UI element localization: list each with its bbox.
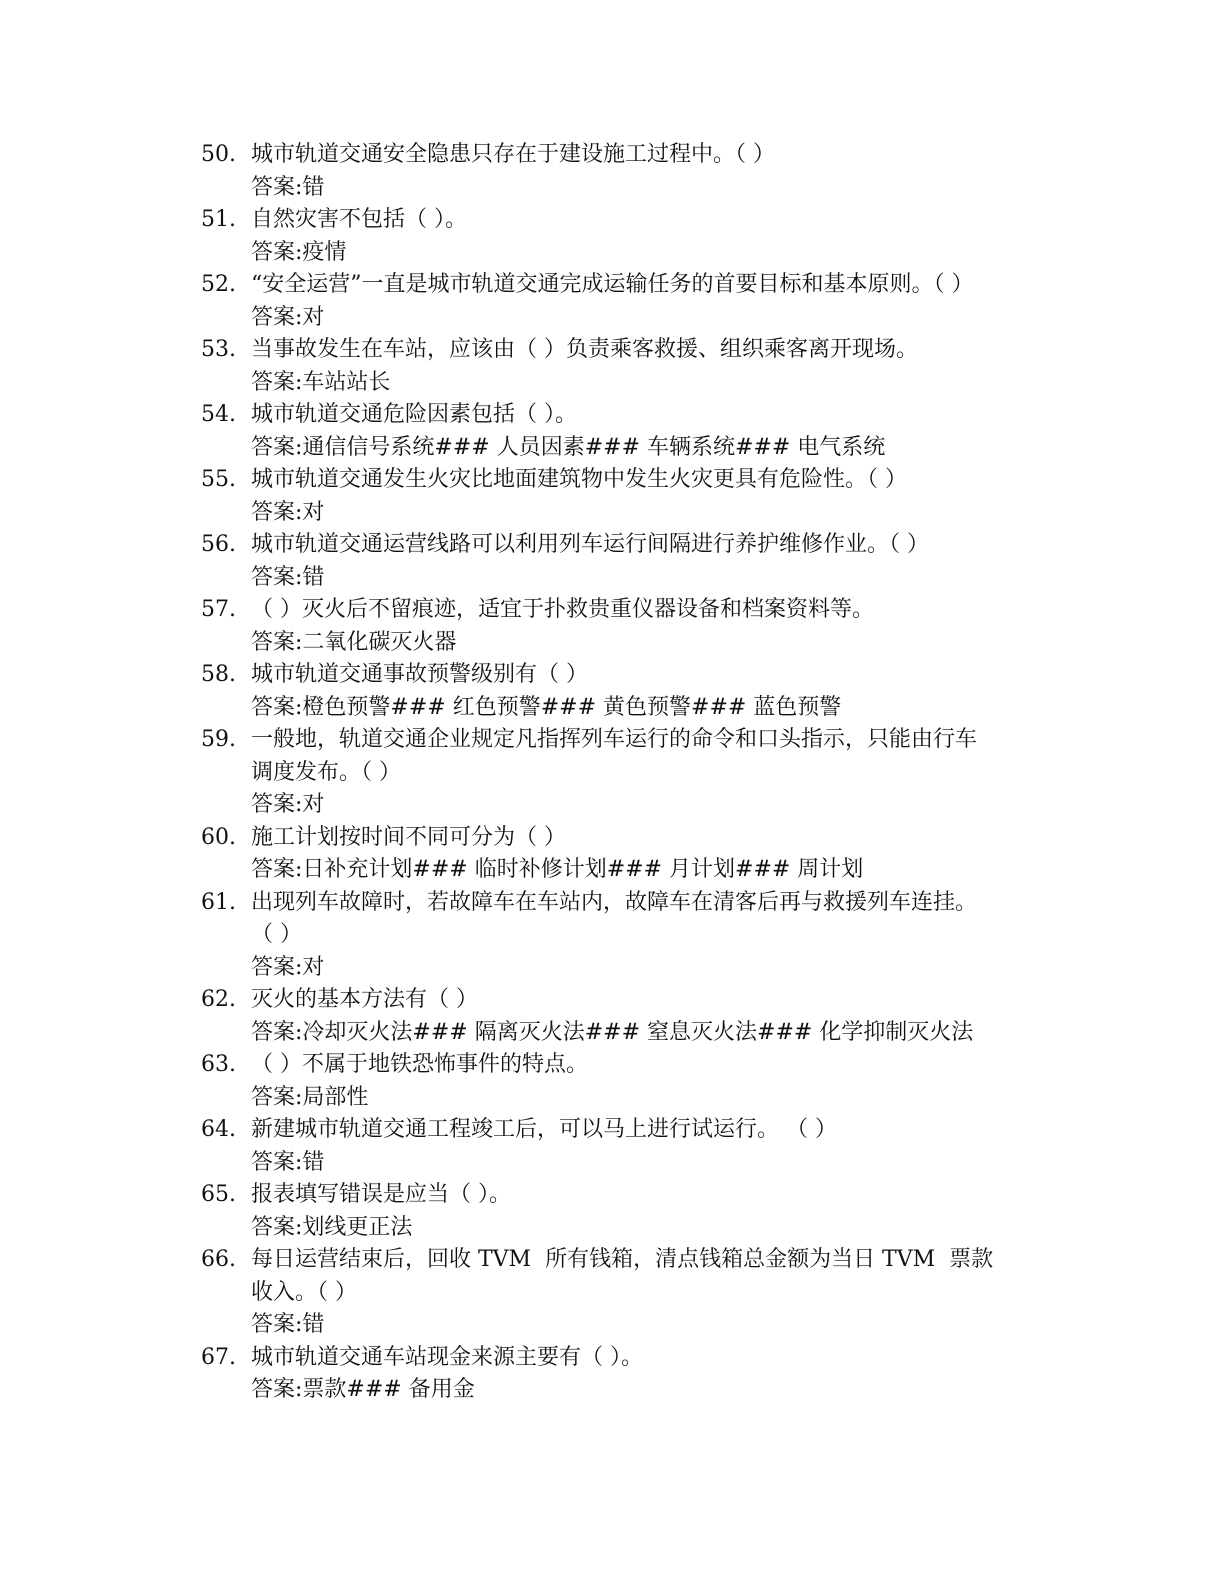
answer-line (251, 497, 1041, 530)
answer-line (251, 367, 1041, 400)
question-body (251, 594, 1041, 659)
question-body (251, 1244, 1041, 1342)
question-number: 51. (201, 207, 236, 232)
question-body (251, 204, 1041, 269)
question-number: 60. (201, 824, 236, 850)
question-item (0, 139, 1224, 204)
question-number: 67. (201, 1344, 236, 1370)
question-number: 58. (201, 662, 236, 687)
question-text-line: “安全运营”一直是城市轨道交通完成运输任务的首要目标和基本原则。（ ） (251, 272, 974, 297)
question-text-line: 城市轨道交通发生火灾比地面建筑物中发生火灾更具有危险性。（ ） (251, 467, 907, 492)
question-text-line: （ ）灭火后不留痕迹，适宜于扑救贵重仪器设备和档案资料等。 (251, 597, 874, 622)
answer-value: 错 (302, 174, 325, 200)
question-item (0, 724, 1224, 822)
question-number: 53. (201, 337, 236, 362)
answer-line (251, 237, 1041, 270)
question-number: 57. (201, 597, 236, 622)
question-item (0, 334, 1224, 399)
question-text-line: 当事故发生在车站，应该由（ ）负责乘客救援、组织乘客离开现场。 (251, 337, 918, 362)
question-number: 56. (201, 532, 236, 557)
answer-line (251, 1147, 1041, 1180)
question-text-line: 新建城市轨道交通工程竣工后，可以马上进行试运行。 （ ） (251, 1117, 837, 1142)
question-number: 50. (201, 142, 236, 167)
question-number: 55. (201, 467, 236, 492)
question-text-line: （ ） (251, 922, 302, 947)
answer-prefix: 答案: (251, 792, 303, 817)
question-text-line: 出现列车故障时，若故障车在车站内，故障车在清客后再与救援列车连挂。 (251, 889, 978, 915)
question-body (251, 399, 1041, 464)
question-number: 65. (201, 1182, 236, 1207)
answer-value: 二氧化碳灭火器 (302, 629, 457, 655)
answer-value: 错 (302, 1312, 325, 1337)
question-body (251, 139, 1041, 204)
answer-line (251, 302, 1041, 335)
question-number: 66. (201, 1247, 236, 1272)
answer-value: 对 (302, 954, 325, 980)
question-item (0, 1049, 1224, 1114)
question-item (0, 1244, 1224, 1342)
question-item (0, 1342, 1224, 1407)
answer-value: 错 (302, 1149, 325, 1175)
answer-line (251, 1212, 1041, 1245)
question-item (0, 204, 1224, 269)
question-number: 52. (201, 272, 236, 297)
answer-prefix: 答案: (251, 1312, 303, 1337)
question-number: 61. (201, 889, 236, 915)
question-item (0, 1114, 1224, 1179)
answer-value: 对 (302, 499, 325, 525)
answer-value: 橙色预警### 红色预警### 黄色预警### 蓝色预警 (302, 694, 842, 720)
question-text-line: 城市轨道交通危险因素包括（ ）。 (251, 402, 577, 427)
question-item (0, 399, 1224, 464)
question-item (0, 1179, 1224, 1244)
question-body (251, 984, 1041, 1049)
answer-prefix: 答案: (251, 1084, 303, 1110)
question-text-line: 自然灾害不包括（ ）。 (251, 207, 467, 232)
question-text-line: 每日运营结束后，回收 TVM 所有钱箱，清点钱箱总金额为当日 TVM 票款 (251, 1247, 994, 1272)
answer-line (251, 1374, 1041, 1407)
question-text-line: 报表填写错误是应当（ ）。 (251, 1182, 511, 1207)
question-item (0, 594, 1224, 659)
question-text-line: 调度发布。（ ） (251, 759, 401, 785)
question-list (0, 139, 1224, 1407)
question-body (251, 1342, 1041, 1407)
question-body (251, 464, 1041, 529)
answer-prefix: 答案: (251, 239, 303, 265)
question-body (251, 1049, 1041, 1114)
answer-line (251, 1017, 1041, 1050)
question-text-line: 施工计划按时间不同可分为（ ） (251, 824, 566, 850)
answer-prefix: 答案: (251, 499, 303, 525)
answer-prefix: 答案: (251, 174, 303, 200)
question-number: 54. (201, 402, 236, 427)
question-body (251, 659, 1041, 724)
answer-prefix: 答案: (251, 1149, 303, 1175)
answer-prefix: 答案: (251, 1377, 303, 1402)
answer-prefix: 答案: (251, 1214, 303, 1240)
question-item (0, 464, 1224, 529)
answer-prefix: 答案: (251, 629, 303, 655)
question-item (0, 822, 1224, 887)
question-body (251, 1114, 1041, 1179)
question-body (251, 269, 1041, 334)
answer-value: 局部性 (302, 1084, 369, 1110)
question-text-line: 城市轨道交通安全隐患只存在于建设施工过程中。（ ） (251, 142, 775, 167)
answer-line (251, 172, 1041, 205)
answer-prefix: 答案: (251, 694, 303, 720)
question-text-line: 城市轨道交通车站现金来源主要有（ ）。 (251, 1344, 643, 1370)
answer-prefix: 答案: (251, 304, 303, 330)
answer-value: 划线更正法 (302, 1214, 413, 1240)
answer-value: 票款### 备用金 (302, 1377, 475, 1402)
question-text-line: 一般地，轨道交通企业规定凡指挥列车运行的命令和口头指示，只能由行车 (251, 727, 978, 752)
answer-prefix: 答案: (251, 1019, 303, 1045)
question-item (0, 887, 1224, 985)
answer-line (251, 1309, 1041, 1342)
question-number: 59. (201, 727, 236, 752)
answer-line (251, 432, 1041, 465)
question-body (251, 822, 1041, 887)
question-text-line: 城市轨道交通运营线路可以利用列车运行间隔进行养护维修作业。（ ） (251, 532, 929, 557)
answer-line (251, 627, 1041, 660)
question-item (0, 984, 1224, 1049)
answer-value: 通信信号系统### 人员因素### 车辆系统### 电气系统 (302, 434, 886, 460)
question-body (251, 724, 1041, 822)
question-body (251, 1179, 1041, 1244)
question-body (251, 887, 1041, 985)
question-number: 64. (201, 1117, 236, 1142)
answer-value: 车站站长 (302, 369, 391, 395)
answer-prefix: 答案: (251, 434, 303, 460)
answer-value: 对 (302, 304, 325, 330)
question-number: 63. (201, 1052, 236, 1077)
answer-prefix: 答案: (251, 857, 303, 882)
answer-value: 对 (302, 792, 325, 817)
question-item (0, 269, 1224, 334)
answer-line (251, 952, 1041, 985)
question-item (0, 529, 1224, 594)
answer-line (251, 854, 1041, 887)
question-number: 62. (201, 987, 236, 1012)
answer-prefix: 答案: (251, 369, 303, 395)
question-item (0, 659, 1224, 724)
question-text-line: 收入。（ ） (251, 1279, 357, 1305)
question-text-line: （ ）不属于地铁恐怖事件的特点。 (251, 1052, 588, 1077)
answer-value: 冷却灭火法### 隔离灭火法### 窒息灭火法### 化学抑制灭火法 (302, 1019, 974, 1045)
answer-prefix: 答案: (251, 954, 303, 980)
answer-prefix: 答案: (251, 564, 303, 590)
question-text-line: 灭火的基本方法有（ ） (251, 987, 478, 1012)
answer-value: 错 (302, 564, 325, 590)
answer-line (251, 789, 1041, 822)
question-text-line: 城市轨道交通事故预警级别有（ ） (251, 662, 588, 687)
question-body (251, 334, 1041, 399)
question-body (251, 529, 1041, 594)
answer-value: 日补充计划### 临时补修计划### 月计划### 周计划 (302, 857, 864, 882)
answer-line (251, 1082, 1041, 1115)
answer-line (251, 562, 1041, 595)
answer-line (251, 692, 1041, 725)
answer-value: 疫情 (302, 239, 347, 265)
